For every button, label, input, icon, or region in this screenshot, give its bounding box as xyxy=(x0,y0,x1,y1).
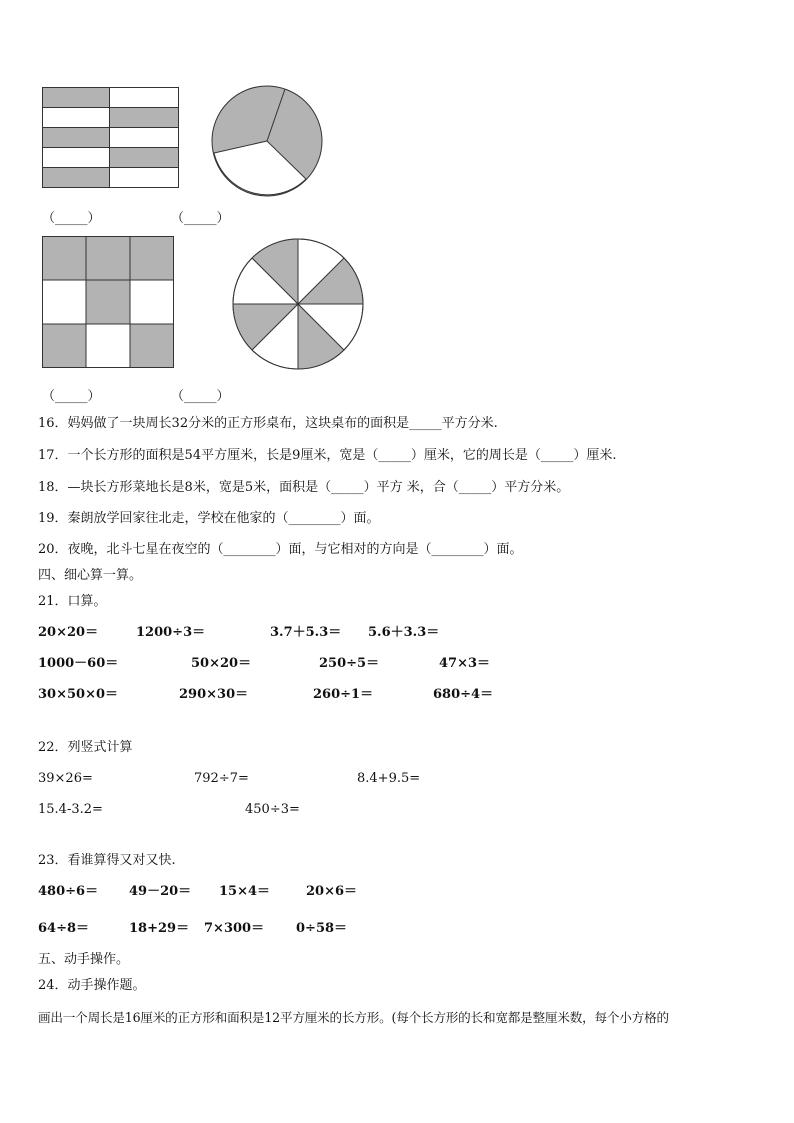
figure-2-answer[interactable]: （_____） xyxy=(171,211,230,226)
quick-calc-item: 15×4＝ xyxy=(219,884,271,899)
oral-calc-item: 1200÷3＝ xyxy=(136,625,206,640)
question-23-title: 23．看谁算得又对又快. xyxy=(38,853,176,868)
figure-3-answer[interactable]: （_____） xyxy=(42,389,101,404)
question-24-title: 24．动手操作题。 xyxy=(38,978,146,993)
oral-calc-item: 3.7＋5.3＝ xyxy=(270,625,342,640)
vertical-calc-item: 450÷3= xyxy=(245,802,300,817)
oral-calc-item: 50×20＝ xyxy=(191,656,252,671)
question-17: 17．一个长方形的面积是54平方厘米，长是9厘米，宽是（_____）厘米，它的周长是（_____）厘米. xyxy=(38,448,617,463)
question-21-title: 21．口算。 xyxy=(38,594,107,609)
section-5-title: 五、动手操作。 xyxy=(38,952,130,967)
question-22-title: 22．列竖式计算 xyxy=(38,740,133,755)
oral-calc-item: 47×3＝ xyxy=(439,656,491,671)
oral-calc-item: 260÷1＝ xyxy=(313,687,374,702)
section-4-title: 四、细心算一算。 xyxy=(38,568,143,583)
oral-calc-item: 5.6＋3.3＝ xyxy=(368,625,440,640)
quick-calc-item: 480÷6＝ xyxy=(38,884,99,899)
question-20: 20．夜晚，北斗七星在夜空的（________）面，与它相对的方向是（________）面。 xyxy=(38,542,523,557)
oral-calc-item: 30×50×0＝ xyxy=(38,687,119,702)
figure-grid-square xyxy=(42,236,174,369)
figure-circle-thirds xyxy=(211,85,323,197)
quick-calc-item: 20×6＝ xyxy=(306,884,358,899)
oral-calc-item: 680÷4＝ xyxy=(433,687,494,702)
quick-calc-item: 64÷8＝ xyxy=(38,921,90,936)
quick-calc-item: 7×300＝ xyxy=(204,921,265,936)
vertical-calc-item: 792÷7= xyxy=(194,771,249,786)
figure-4-answer[interactable]: （_____） xyxy=(171,389,230,404)
oral-calc-item: 1000－60＝ xyxy=(38,656,119,671)
figure-grid-rectangle xyxy=(42,87,179,188)
question-19: 19．秦朗放学回家往北走，学校在他家的（________）面。 xyxy=(38,511,380,526)
question-16: 16．妈妈做了一块周长32分米的正方形桌布，这块桌布的面积是_____平方分米. xyxy=(38,416,498,431)
vertical-calc-item: 39×26= xyxy=(38,771,93,786)
vertical-calc-item: 15.4-3.2= xyxy=(38,802,103,817)
figure-circle-eighths xyxy=(232,238,366,372)
vertical-calc-item: 8.4+9.5= xyxy=(357,771,421,786)
quick-calc-item: 49－20＝ xyxy=(129,884,192,899)
question-24-text: 画出一个周长是16厘米的正方形和面积是12平方厘米的长方形。(每个长方形的长和宽都是整厘米数，每个小方格的 xyxy=(38,1010,669,1025)
quick-calc-item: 0÷58＝ xyxy=(296,921,348,936)
oral-calc-item: 20×20＝ xyxy=(38,625,99,640)
oral-calc-item: 290×30＝ xyxy=(179,687,249,702)
figure-1-answer[interactable]: （_____） xyxy=(42,211,101,226)
question-18: 18．—块长方形菜地长是8米，宽是5米，面积是（_____）平方 米，合（_____）平方分米。 xyxy=(38,480,570,495)
oral-calc-item: 250÷5＝ xyxy=(319,656,380,671)
quick-calc-item: 18+29＝ xyxy=(129,921,190,936)
